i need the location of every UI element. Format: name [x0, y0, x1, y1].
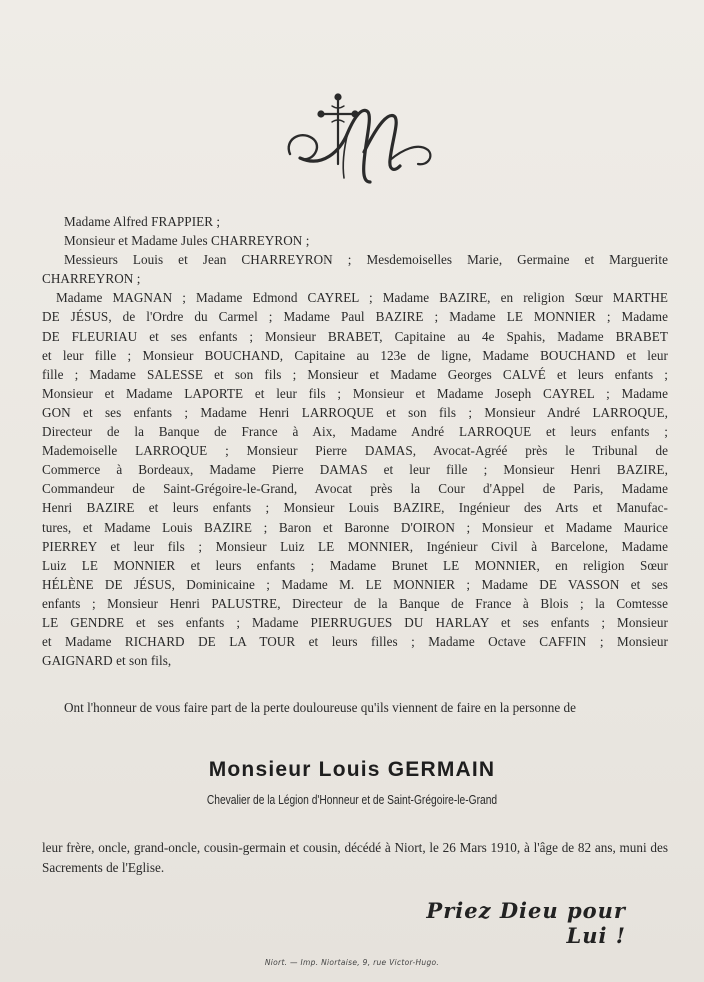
mourner-line: DE FLEURIAU et ses enfants ; Monsieur BRABET, Capitaine au 4e Spahis, Madame BRABET	[42, 328, 668, 344]
mourner-line: Monsieur et Madame LAPORTE et leur fils ; Monsieur et Madame Joseph CAYREL ; Madame	[42, 385, 668, 401]
mourner-line: PIERREY et leur fils ; Monsieur Luiz LE MONNIER, Ingénieur Civil à Barcelone, Madame	[42, 538, 668, 554]
mourner-line: GAIGNARD et son fils,	[42, 653, 172, 669]
mourner-line: GON et ses enfants ; Madame Henri LARROQUE et son fils ; Monsieur André LARROQUE,	[42, 404, 668, 420]
mourner-line: Monsieur et Madame Jules CHARREYRON ;	[64, 233, 310, 249]
mourner-line: Madame MAGNAN ; Madame Edmond CAYREL ; Madame BAZIRE, en religion Sœur MARTHE	[56, 290, 668, 306]
mourner-line: Mademoiselle LARROQUE ; Monsieur Pierre DAMAS, Avocat-Agréé près le Tribunal de	[42, 443, 668, 459]
mourner-line: Messieurs Louis et Jean CHARREYRON ; Mesdemoiselles Marie, Germaine et Marguerite	[64, 252, 668, 268]
mourner-line: Madame Alfred FRAPPIER ;	[64, 214, 221, 229]
cross-monogram-icon	[282, 92, 437, 192]
mourner-line: Commandeur de Saint-Grégoire-le-Grand, Avocat près la Cour d'Appel de Paris, Madame	[42, 481, 668, 497]
mourner-line: LE GENDRE et ses enfants ; Madame PIERRUGUES DU HARLAY et ses enfants ; Monsieur	[42, 614, 668, 630]
announcement-text: Ont l'honneur de vous faire part de la perte douloureuse qu'ils viennent de faire en la personne de	[64, 700, 576, 715]
deceased-name: Monsieur Louis GERMAIN	[208, 758, 496, 781]
mourners-list	[42, 212, 668, 670]
mourner-line: enfants ; Monsieur Henri PALUSTRE, Directeur de la Banque de France à Blois ; la Comtesse	[42, 595, 668, 611]
death-details: leur frère, oncle, grand-oncle, cousin-germain et cousin, décédé à Niort, le 26 Mars 1910, à l'âge de 82 ans, muni des Sacrements de l'Eglise.	[42, 840, 668, 875]
mourner-line: DE JÉSUS, de l'Ordre du Carmel ; Madame Paul BAZIRE ; Madame LE MONNIER ; Madame	[42, 309, 668, 325]
printer-imprint: Niort. — Imp. Niortaise, 9, rue Victor-Hugo.	[264, 958, 440, 967]
deceased-title: Chevalier de la Légion d'Honneur et de Saint-Grégoire-le-Grand	[206, 793, 498, 807]
mourner-line: et leur fille ; Monsieur BOUCHAND, Capitaine au 123e de ligne, Madame BOUCHAND et leur	[42, 347, 668, 363]
mourner-line: HÉLÈNE DE JÉSUS, Dominicaine ; Madame M. LE MONNIER ; Madame DE VASSON et ses	[42, 576, 668, 592]
mourner-line: et Madame RICHARD DE LA TOUR et leurs filles ; Madame Octave CAFFIN ; Monsieur	[42, 634, 668, 650]
mourner-line: Henri BAZIRE et leurs enfants ; Monsieur Louis BAZIRE, Ingénieur des Arts et Manufac-	[42, 500, 668, 516]
mourner-line: CHARREYRON ;	[42, 271, 141, 287]
mourner-line: fille ; Madame SALESSE et son fils ; Monsieur et Madame Georges CALVÉ et leurs enfants ;	[42, 366, 668, 382]
mourner-line: Luiz LE MONNIER et leurs enfants ; Madame Brunet LE MONNIER, en religion Sœur	[42, 557, 668, 573]
mourner-line: Directeur de la Banque de France à Aix, Madame André LARROQUE et leurs enfants ;	[42, 424, 668, 440]
mourner-line: tures, et Madame Louis BAZIRE ; Baron et Baronne D'OIRON ; Monsieur et Madame Maurice	[42, 519, 668, 535]
prayer-text: Priez Dieu pour Lui !	[426, 898, 626, 948]
mourner-line: Commerce à Bordeaux, Madame Pierre DAMAS et leur fille ; Monsieur Henri BAZIRE,	[42, 462, 668, 478]
